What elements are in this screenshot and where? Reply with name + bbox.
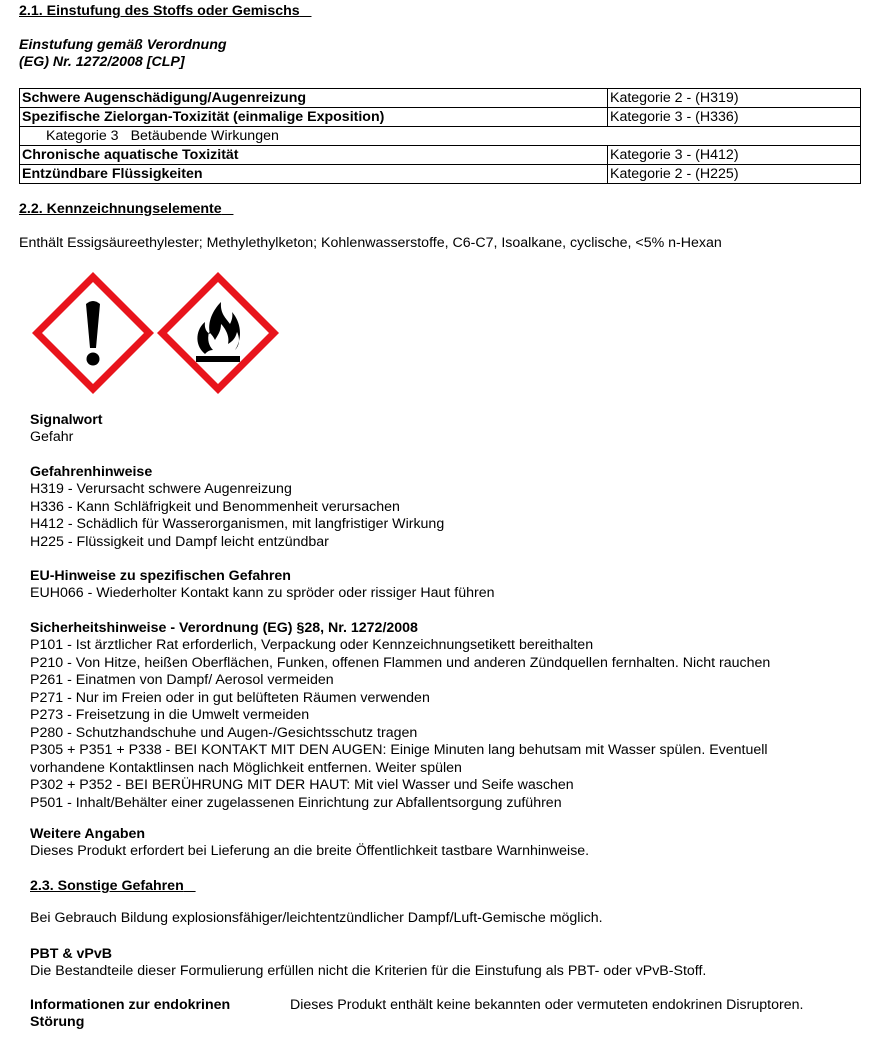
hazard-statements-list — [30, 481, 444, 551]
list-item: P261 - Einatmen von Dampf/ Aerosol vermeiden — [30, 672, 334, 688]
list-item: H412 - Schädlich für Wasserorganismen, mit langfristiger Wirkung — [30, 516, 445, 532]
table-row — [20, 165, 861, 184]
other-hazards-text: Bei Gebrauch Bildung explosionsfähiger/leichtentzündlicher Dampf/Luft-Gemische möglich. — [30, 910, 603, 926]
list-item: P271 - Nur im Freien oder in gut belüfteten Räumen verwenden — [30, 689, 430, 706]
list-item: P101 - Ist ärztlicher Rat erforderlich, Verpackung oder Kennzeichnungsetikett bereithalten — [30, 637, 594, 653]
list-item: P501 - Inhalt/Behälter einer zugelassenen Einrichtung zur Abfallentsorgung zuführen — [30, 794, 562, 811]
table-row — [20, 127, 861, 146]
endocrine-text: Dieses Produkt enthält keine bekannten oder vermuteten endokrinen Disruptoren. — [290, 997, 804, 1013]
further-info-text: Dieses Produkt erfordert bei Lieferung an die breite Öffentlichkeit tastbare Warnhinweise. — [30, 843, 590, 859]
table-row — [20, 146, 861, 165]
contains-text: Enthält Essigsäureethylester; Methylethylketon; Kohlenwasserstoffe, C6-C7, Isoalkane, cyclische, <5% n-Hexan — [19, 235, 722, 251]
hazard-class-cell: Chronische aquatische Toxizität — [20, 146, 608, 165]
exclamation-mark-icon — [30, 270, 156, 396]
endocrine-heading-line2: Störung — [30, 1014, 85, 1030]
hazard-class-cell: Schwere Augenschädigung/Augenreizung — [20, 89, 608, 108]
list-item: H319 - Verursacht schwere Augenreizung — [30, 481, 292, 497]
hazard-class-cell: Entzündbare Flüssigkeiten — [20, 165, 608, 184]
precautionary-statements-list — [30, 637, 770, 812]
section-2-1-heading: 2.1. Einstufung des Stoffs oder Gemischs — [19, 3, 300, 19]
endocrine-heading-line1: Informationen zur endokrinen — [30, 997, 231, 1013]
clp-subheading-line1: Einstufung gemäß Verordnung — [19, 37, 227, 53]
clp-subheading-line2: (EG) Nr. 1272/2008 [CLP] — [19, 54, 185, 70]
section-2-2-heading: 2.2. Kennzeichnungselemente — [19, 201, 222, 217]
category-cell: Kategorie 2 - (H319) — [608, 89, 861, 108]
eu-statements-heading: EU-Hinweise zu spezifischen Gefahren — [30, 568, 291, 584]
category-cell: Kategorie 3 - (H336) — [608, 108, 861, 127]
section-2-3-heading: 2.3. Sonstige Gefahren — [30, 878, 184, 894]
list-item: H336 - Kann Schläfrigkeit und Benommenheit verursachen — [30, 498, 400, 515]
signal-word-label: Signalwort — [30, 412, 103, 428]
list-item: P302 + P352 - BEI BERÜHRUNG MIT DER HAUT: Mit viel Wasser und Seife waschen — [30, 777, 574, 793]
table-row — [20, 108, 861, 127]
sub-effect-label: Betäubende Wirkungen — [130, 127, 279, 144]
further-info-heading: Weitere Angaben — [30, 826, 146, 842]
pbt-heading: PBT & vPvB — [30, 946, 112, 962]
table-row — [20, 89, 861, 108]
hazard-class-cell: Spezifische Zielorgan-Toxizität (einmalige Exposition) — [20, 108, 608, 127]
precautionary-statements-heading: Sicherheitshinweise - Verordnung (EG) §28, Nr. 1272/2008 — [30, 620, 418, 636]
sub-category-label: Kategorie 3 — [46, 127, 119, 144]
list-item: P210 - Von Hitze, heißen Oberflächen, Funken, offenen Flammen und anderen Zündquellen fernhalten. Nicht rauchen — [30, 654, 771, 671]
category-cell: Kategorie 2 - (H225) — [608, 165, 861, 184]
list-item: vorhandene Kontaktlinsen nach Möglichkeit entfernen. Weiter spülen — [30, 759, 462, 776]
list-item: P280 - Schutzhandschuhe und Augen-/Gesichtsschutz tragen — [30, 724, 418, 741]
list-item: H225 - Flüssigkeit und Dampf leicht entzündbar — [30, 533, 329, 550]
category-cell: Kategorie 3 - (H412) — [608, 146, 861, 165]
list-item: P273 - Freisetzung in die Umwelt vermeiden — [30, 707, 310, 723]
pbt-text: Die Bestandteile dieser Formulierung erfüllen nicht die Kriterien für die Einstufung als PBT- oder vPvB-Stoff. — [30, 963, 707, 979]
eu-statement: EUH066 - Wiederholter Kontakt kann zu spröder oder rissiger Haut führen — [30, 585, 495, 601]
flame-icon — [155, 270, 281, 396]
classification-table — [19, 88, 861, 184]
hazard-statements-heading: Gefahrenhinweise — [30, 464, 153, 480]
signal-word: Gefahr — [30, 429, 74, 445]
list-item: P305 + P351 + P338 - BEI KONTAKT MIT DEN AUGEN: Einige Minuten lang behutsam mit Wasser spülen. Eventuell — [30, 742, 768, 758]
sub-category-cell — [20, 127, 861, 146]
